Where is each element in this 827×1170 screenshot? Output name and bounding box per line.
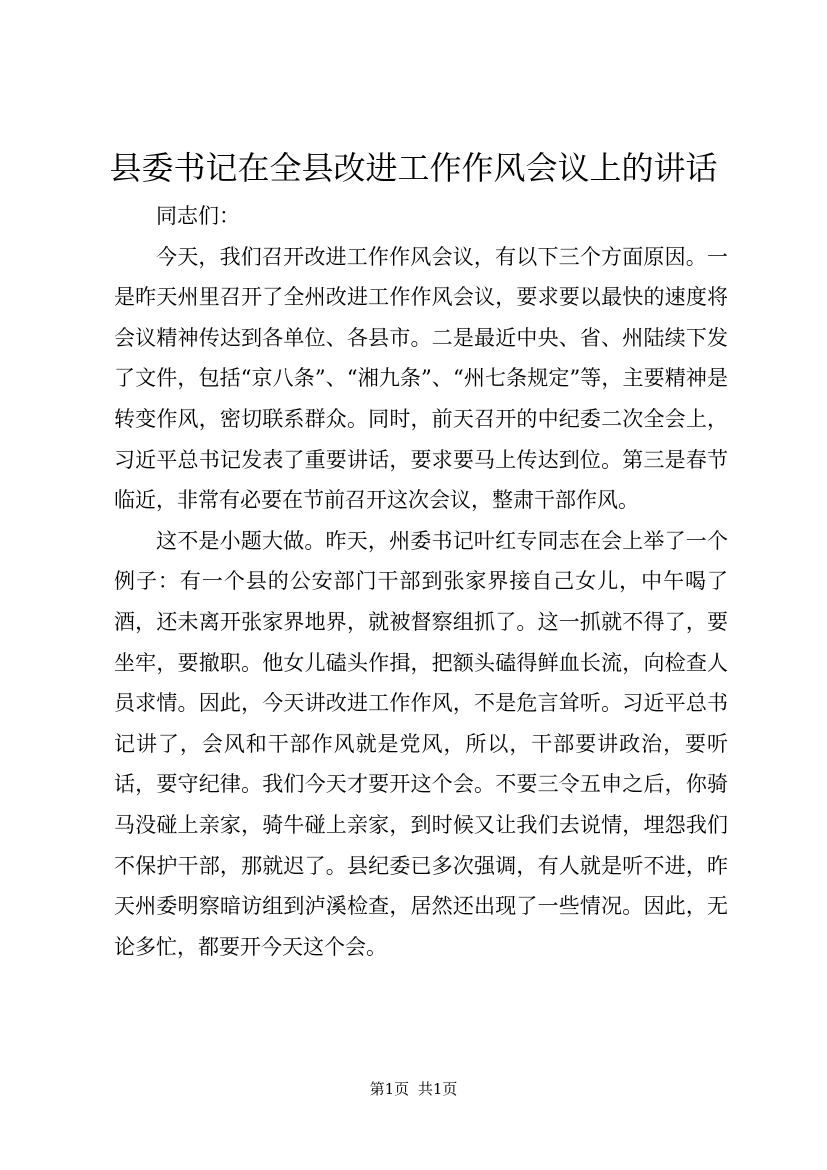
paragraph-2: 这不是小题大做。昨天，州委书记叶红专同志在会上举了一个例子：有一个县的公安部门干部到张家界接自己女儿，中午喝了酒，还未离开张家界地界，就被督察组抓了。这一抓就不得了，要坐牢，要撤职。他女儿磕头作揖，把额头磕得鲜血长流，向检查人员求情。因此，今天讲改进工作作风，不是危言耸听。习近平总书记讲了，会风和干部作风就是党风，所以，干部要讲政治，要听话，要守纪律。我们今天才要开这个会。不要三令五申之后，你骑马没碰上亲家，骑牛碰上亲家，到时候又让我们去说情，埋怨我们不保护干部，那就迟了。县纪委已多次强调，有人就是听不进，昨天州委明察暗访组到泸溪检查，居然还出现了一些情况。因此，无论多忙，都要开今天这个会。 — [114, 528, 728, 959]
greeting-line: 同志们： — [156, 204, 240, 228]
page-total: 共1页 — [417, 1080, 458, 1098]
page-number: 第1页 — [369, 1080, 410, 1098]
document-title: 县委书记在全县改进工作作风会议上的讲话 — [109, 149, 718, 187]
document-body — [114, 196, 728, 967]
page-footer — [0, 1078, 827, 1100]
paragraph-1: 今天，我们召开改进工作作风会议，有以下三个方面原因。一是昨天州里召开了全州改进工作作风会议，要求要以最快的速度将会议精神传达到各单位、各县市。二是最近中央、省、州陆续下发了文件，包括“京八条”、“湘九条”、“州七条规定”等，主要精神是转变作风，密切联系群众。同时，前天召开的中纪委二次全会上，习近平总书记发表了重要讲话，要求要马上传达到位。第三是春节临近，非常有必要在节前召开这次会议，整肃干部作风。 — [114, 244, 728, 513]
